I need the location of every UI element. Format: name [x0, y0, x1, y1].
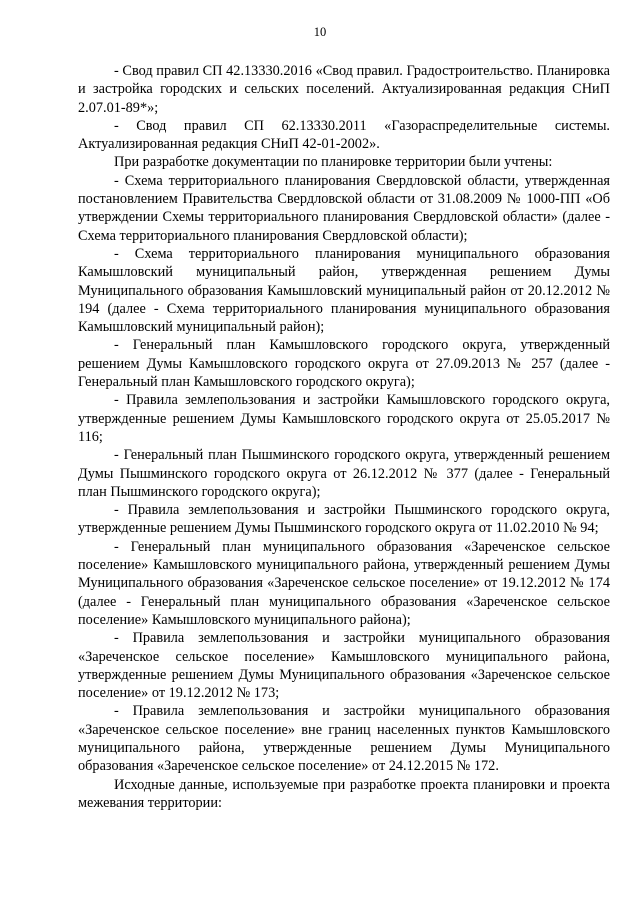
page-number: 10 — [313, 25, 327, 39]
paragraph-rules-kamyshlov: - Правила землепользования и застройки Камышловского городского округа, утвержденные решением Думы Камышловского городского округа от 25.05.2017 № 116; — [78, 392, 610, 445]
paragraph-source-data: Исходные данные, используемые при разработке проекта планировки и проекта межевания территории: — [78, 776, 610, 811]
paragraph-genplan-pyshma: - Генеральный план Пышминского городского округа, утвержденный решением Думы Пышминского городского округа от 26.12.2012 № 377 (далее - Генеральный план Пышминского городского округа); — [78, 447, 610, 500]
paragraph-rules-zarechenskoe-outside: - Правила землепользования и застройки муниципального образования «Зареченское сельское поселение» вне границ населенных пунктов Камышловского муниципального района, утвержденные решением Думы Муниципального образования «Зареченское сельское поселение» от 24.12.2015 № 172. — [78, 703, 610, 775]
paragraph-intro-considered: При разработке документации по планировке территории были учтены: — [114, 154, 553, 171]
paragraph-rules-pyshma: - Правила землепользования и застройки Пышминского городского округа, утвержденные решением Думы Пышминского городского округа от 11.02.2010 № 94; — [78, 502, 610, 537]
document-body — [78, 62, 610, 812]
paragraph-genplan-kamyshlov: - Генеральный план Камышловского городского округа, утвержденный решением Думы Камышловского городского округа от 27.09.2013 № 257 (далее - Генеральный план Камышловского городского округа); — [78, 337, 610, 391]
paragraph-scheme-sverdlovsk: - Схема территориального планирования Свердловской области, утвержденная постановлением Правительства Свердловской области от 31.08.2009 № 1000-ПП «Об утверждении Схемы территориального планирования Свердловской области» (далее - Схема территориального планирования Свердловской области); — [78, 172, 610, 244]
paragraph-sp-42: - Свод правил СП 42.13330.2016 «Свод правил. Градостроительство. Планировка и застройка городских и сельских поселений. Актуализированная редакция СНиП 2.07.01-89*»; — [78, 63, 610, 116]
paragraph-scheme-kamyshlov-district: - Схема территориального планирования муниципального образования Камышловский муниципальный район, утвержденная решением Думы Муниципального образования Камышловский муниципальный район от 20.12.2012 № 194 (далее - Схема территориального планирования муниципального образования Камышловский муниципальный район); — [78, 245, 610, 336]
paragraph-rules-zarechenskoe: - Правила землепользования и застройки муниципального образования «Зареченское сельское поселение» Камышловского муниципального района, утвержденные решением Думы Муниципального образования «Зареченское сельское поселение» от 19.12.2012 № 173; — [78, 630, 610, 702]
paragraph-sp-62: - Свод правил СП 62.13330.2011 «Газораспределительные системы. Актуализированная редакция СНиП 42-01-2002». — [78, 117, 610, 153]
paragraph-genplan-zarechenskoe: - Генеральный план муниципального образования «Зареченское сельское поселение» Камышловского муниципального района, утвержденный решением Думы Муниципального образования «Зареченское сельское поселение» от 19.12.2012 № 174 (далее - Генеральный план муниципального образования «Зареченское сельское поселение» Камышловского муниципального района); — [78, 538, 610, 628]
